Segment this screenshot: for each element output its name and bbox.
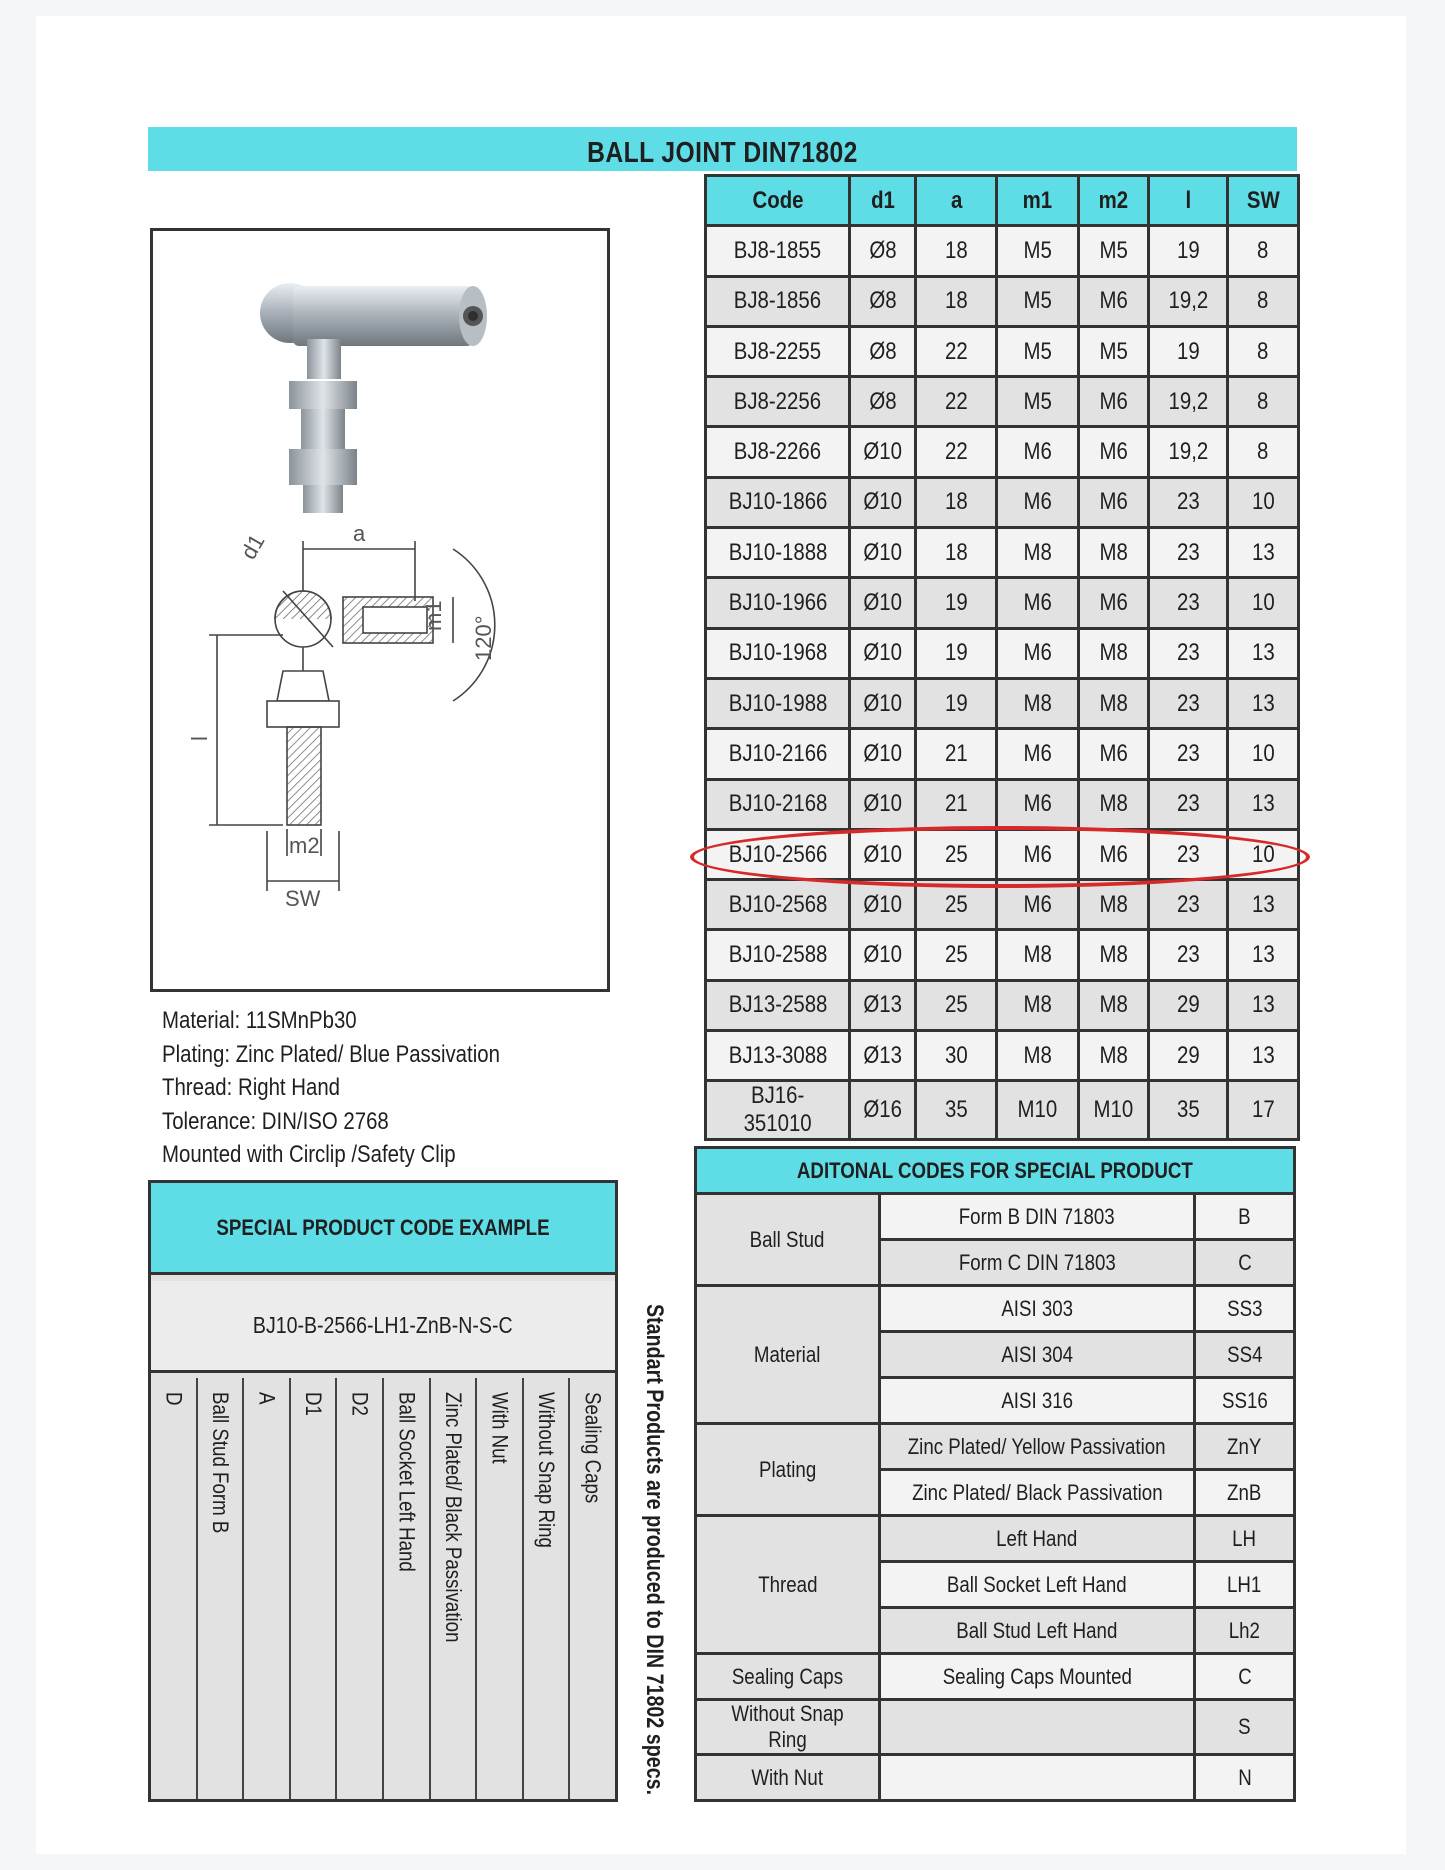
code-description: Ball Stud Left Hand <box>880 1608 1195 1654</box>
spec-mounting: Mounted with Circlip /Safety Clip <box>162 1141 456 1168</box>
table-cell: 19 <box>1148 226 1228 276</box>
table-cell: M6 <box>1078 578 1148 628</box>
table-cell: 23 <box>1148 528 1228 578</box>
table-cell: 23 <box>1148 779 1228 829</box>
table-cell: M6 <box>997 578 1079 628</box>
code-segment-label: Ball Socket Left Hand <box>394 1392 420 1572</box>
table-row <box>706 276 1299 326</box>
additional-code-row <box>696 1516 1295 1562</box>
code-value: SS4 <box>1195 1332 1295 1378</box>
table-cell: Ø8 <box>850 276 916 326</box>
table-cell: M8 <box>1078 880 1148 930</box>
page-title: BALL JOINT DIN71802 <box>587 137 858 169</box>
standard-note: Standart Products are produced to DIN 71802 specs. <box>641 1304 668 1796</box>
angle-label: 120° <box>471 615 496 661</box>
table-cell: 23 <box>1148 477 1228 527</box>
table-cell: 8 <box>1228 427 1299 477</box>
table-cell: M6 <box>997 477 1079 527</box>
code-category: Sealing Caps <box>696 1654 880 1700</box>
table-cell: M8 <box>997 678 1079 728</box>
table-header-row <box>706 176 1299 226</box>
table-cell: 19 <box>916 578 997 628</box>
special-code-example: BJ10-B-2566-LH1-ZnB-N-S-C <box>151 1281 615 1373</box>
table-cell: BJ13-3088 <box>706 1031 850 1081</box>
table-cell: 13 <box>1228 678 1299 728</box>
code-description: AISI 316 <box>880 1378 1195 1424</box>
table-cell: BJ16-351010 <box>706 1081 850 1140</box>
code-description <box>880 1755 1195 1801</box>
table-cell: 10 <box>1228 578 1299 628</box>
table-row <box>706 1031 1299 1081</box>
code-description: Sealing Caps Mounted <box>880 1654 1195 1700</box>
table-cell: M6 <box>1078 829 1148 879</box>
table-cell: M8 <box>997 930 1079 980</box>
code-description: AISI 303 <box>880 1286 1195 1332</box>
table-cell: Ø10 <box>850 729 916 779</box>
table-row <box>706 427 1299 477</box>
table-cell: 13 <box>1228 628 1299 678</box>
table-cell: M6 <box>1078 477 1148 527</box>
additional-code-row <box>696 1194 1295 1240</box>
code-category: With Nut <box>696 1755 880 1801</box>
table-cell: 35 <box>916 1081 997 1140</box>
table-cell: 13 <box>1228 880 1299 930</box>
table-cell: 8 <box>1228 226 1299 276</box>
code-value: LH1 <box>1195 1562 1295 1608</box>
table-cell: BJ10-2566 <box>706 829 850 879</box>
table-cell: 18 <box>916 528 997 578</box>
table-cell: 13 <box>1228 779 1299 829</box>
material-specs <box>162 1004 560 1172</box>
table-cell: BJ8-2256 <box>706 377 850 427</box>
table-cell: BJ10-1866 <box>706 477 850 527</box>
code-segment-label: D <box>161 1392 187 1406</box>
col-header: m1 <box>997 176 1079 226</box>
code-category: Plating <box>696 1424 880 1516</box>
table-cell: M8 <box>1078 628 1148 678</box>
technical-drawing <box>209 541 495 891</box>
spec-tolerance: Tolerance: DIN/ISO 2768 <box>162 1107 389 1135</box>
table-row <box>706 930 1299 980</box>
code-value: S <box>1195 1700 1295 1755</box>
table-cell: M5 <box>1078 226 1148 276</box>
table-cell: 30 <box>916 1031 997 1081</box>
additional-code-row <box>696 1700 1295 1755</box>
table-cell: BJ10-2588 <box>706 930 850 980</box>
code-category: Ball Stud <box>696 1194 880 1286</box>
table-cell: 13 <box>1228 528 1299 578</box>
table-cell: 8 <box>1228 326 1299 376</box>
table-cell: M6 <box>1078 427 1148 477</box>
table-cell: M6 <box>1078 729 1148 779</box>
table-cell: BJ8-2266 <box>706 427 850 477</box>
table-cell: M5 <box>997 326 1079 376</box>
col-header: SW <box>1228 176 1299 226</box>
spec-thread: Thread: Right Hand <box>162 1074 341 1101</box>
dim-l-label: l <box>187 736 212 741</box>
table-cell: BJ10-1888 <box>706 528 850 578</box>
table-cell: 13 <box>1228 1031 1299 1081</box>
table-cell: 19,2 <box>1148 377 1228 427</box>
table-cell: 23 <box>1148 930 1228 980</box>
col-header: a <box>916 176 997 226</box>
table-cell: 25 <box>916 980 997 1030</box>
additional-codes-table <box>694 1146 1296 1802</box>
table-cell: M8 <box>1078 779 1148 829</box>
drawing-panel <box>150 228 610 992</box>
table-cell: 18 <box>916 276 997 326</box>
table-cell: 18 <box>916 226 997 276</box>
table-cell: 22 <box>916 377 997 427</box>
table-cell: 22 <box>916 427 997 477</box>
table-cell: M8 <box>1078 930 1148 980</box>
table-row <box>706 729 1299 779</box>
code-value: SS16 <box>1195 1378 1295 1424</box>
special-code-heading: SPECIAL PRODUCT CODE EXAMPLE <box>151 1183 615 1275</box>
code-segment-label: With Nut <box>487 1392 513 1464</box>
table-cell: BJ10-1968 <box>706 628 850 678</box>
table-cell: Ø8 <box>850 226 916 276</box>
table-cell: M8 <box>997 1031 1079 1081</box>
table-cell: 29 <box>1148 1031 1228 1081</box>
table-cell: M5 <box>997 226 1079 276</box>
additional-codes-header <box>696 1148 1295 1194</box>
code-segment <box>429 1378 476 1799</box>
code-segment <box>151 1378 196 1799</box>
table-cell: 8 <box>1228 377 1299 427</box>
table-cell: Ø13 <box>850 980 916 1030</box>
table-cell: M5 <box>997 276 1079 326</box>
product-render <box>260 283 487 513</box>
table-cell: 18 <box>916 477 997 527</box>
col-header: Code <box>706 176 850 226</box>
table-cell: BJ8-1856 <box>706 276 850 326</box>
table-cell: 25 <box>916 880 997 930</box>
table-cell: BJ10-1966 <box>706 578 850 628</box>
table-row <box>706 326 1299 376</box>
table-cell: 23 <box>1148 628 1228 678</box>
table-row <box>706 1081 1299 1140</box>
table-cell: Ø10 <box>850 427 916 477</box>
table-cell: Ø10 <box>850 628 916 678</box>
table-cell: M10 <box>1078 1081 1148 1140</box>
code-category: Without Snap Ring <box>696 1700 880 1755</box>
spec-plating: Plating: Zinc Plated/ Blue Passivation <box>162 1040 500 1068</box>
table-cell: 19 <box>916 678 997 728</box>
title-bar <box>148 127 1297 171</box>
table-cell: 10 <box>1228 729 1299 779</box>
code-description: Ball Socket Left Hand <box>880 1562 1195 1608</box>
table-cell: Ø10 <box>850 829 916 879</box>
table-cell: 19 <box>916 628 997 678</box>
code-segment <box>196 1378 243 1799</box>
code-description: Left Hand <box>880 1516 1195 1562</box>
dimension-table <box>704 174 1300 1141</box>
code-segment-label: Sealing Caps <box>580 1392 606 1504</box>
dim-d1-label: d1 <box>235 529 270 564</box>
table-cell: Ø10 <box>850 528 916 578</box>
table-cell: 25 <box>916 829 997 879</box>
table-cell: 22 <box>916 326 997 376</box>
table-cell: M8 <box>997 528 1079 578</box>
code-segment-label: A <box>254 1392 280 1405</box>
additional-code-row <box>696 1654 1295 1700</box>
code-value: C <box>1195 1654 1295 1700</box>
code-category: Thread <box>696 1516 880 1654</box>
table-cell: 21 <box>916 779 997 829</box>
table-row <box>706 226 1299 276</box>
dim-sw-label: SW <box>285 886 321 911</box>
table-cell: 13 <box>1228 980 1299 1030</box>
table-cell: 21 <box>916 729 997 779</box>
table-cell: 29 <box>1148 980 1228 1030</box>
table-row <box>706 980 1299 1030</box>
code-value: ZnB <box>1195 1470 1295 1516</box>
table-row <box>706 678 1299 728</box>
table-cell: 23 <box>1148 729 1228 779</box>
special-code-panel <box>148 1180 618 1802</box>
table-cell: 10 <box>1228 829 1299 879</box>
table-cell: BJ8-2255 <box>706 326 850 376</box>
table-cell: M6 <box>1078 377 1148 427</box>
dim-m1-label: m1 <box>421 600 446 631</box>
code-segment <box>335 1378 382 1799</box>
table-cell: M8 <box>1078 528 1148 578</box>
table-cell: M6 <box>997 427 1079 477</box>
table-cell: Ø10 <box>850 880 916 930</box>
table-cell: Ø10 <box>850 477 916 527</box>
table-cell: M8 <box>1078 1031 1148 1081</box>
code-value: C <box>1195 1240 1295 1286</box>
table-cell: 10 <box>1228 477 1299 527</box>
table-cell: BJ13-2588 <box>706 980 850 1030</box>
code-segment-label: Ball Stud Form B <box>207 1392 233 1534</box>
code-category: Material <box>696 1286 880 1424</box>
table-cell: M6 <box>997 729 1079 779</box>
table-row <box>706 779 1299 829</box>
code-segment <box>242 1378 289 1799</box>
table-cell: Ø8 <box>850 326 916 376</box>
code-value: Lh2 <box>1195 1608 1295 1654</box>
table-row <box>706 578 1299 628</box>
table-cell: BJ10-2168 <box>706 779 850 829</box>
table-cell: M6 <box>997 880 1079 930</box>
table-cell: 23 <box>1148 578 1228 628</box>
table-cell: 25 <box>916 930 997 980</box>
code-value: B <box>1195 1194 1295 1240</box>
code-segment <box>522 1378 569 1799</box>
table-cell: Ø10 <box>850 678 916 728</box>
table-cell: Ø10 <box>850 578 916 628</box>
additional-code-row <box>696 1286 1295 1332</box>
code-value: ZnY <box>1195 1424 1295 1470</box>
table-cell: M6 <box>997 628 1079 678</box>
table-cell: BJ10-2568 <box>706 880 850 930</box>
dim-m2-label: m2 <box>289 833 320 858</box>
code-description: Zinc Plated/ Black Passivation <box>880 1470 1195 1516</box>
additional-codes-heading: ADITONAL CODES FOR SPECIAL PRODUCT <box>696 1148 1295 1194</box>
table-cell: Ø13 <box>850 1031 916 1081</box>
code-segment-label: Without Snap Ring <box>534 1392 560 1548</box>
code-breakdown <box>151 1378 615 1799</box>
table-cell: M10 <box>997 1081 1079 1140</box>
table-cell: Ø8 <box>850 377 916 427</box>
table-cell: BJ8-1855 <box>706 226 850 276</box>
table-cell: 23 <box>1148 678 1228 728</box>
table-cell: 17 <box>1228 1081 1299 1140</box>
ball-joint-drawing <box>153 231 607 989</box>
code-description: Form C DIN 71803 <box>880 1240 1195 1286</box>
table-cell: 23 <box>1148 880 1228 930</box>
spec-material: Material: 11SMnPb30 <box>162 1007 357 1034</box>
table-row <box>706 628 1299 678</box>
table-cell: 19,2 <box>1148 276 1228 326</box>
table-cell: M6 <box>1078 276 1148 326</box>
code-description: Form B DIN 71803 <box>880 1194 1195 1240</box>
table-cell: M8 <box>1078 678 1148 728</box>
table-cell: Ø16 <box>850 1081 916 1140</box>
table-cell: 19 <box>1148 326 1228 376</box>
table-cell: 19,2 <box>1148 427 1228 477</box>
table-cell: M6 <box>997 829 1079 879</box>
code-segment <box>382 1378 429 1799</box>
code-segment-label: D2 <box>347 1392 373 1416</box>
code-segment-label: Zinc Plated/ Black Passivation <box>440 1392 466 1643</box>
code-segment <box>568 1378 615 1799</box>
col-header: m2 <box>1078 176 1148 226</box>
table-cell: M5 <box>997 377 1079 427</box>
code-segment <box>475 1378 522 1799</box>
table-cell: 13 <box>1228 930 1299 980</box>
col-header: d1 <box>850 176 916 226</box>
table-cell: M6 <box>997 779 1079 829</box>
table-cell: Ø10 <box>850 930 916 980</box>
code-value: N <box>1195 1755 1295 1801</box>
col-header: l <box>1148 176 1228 226</box>
table-cell: M8 <box>1078 980 1148 1030</box>
additional-code-row <box>696 1755 1295 1801</box>
table-cell: M8 <box>997 980 1079 1030</box>
code-description <box>880 1700 1195 1755</box>
table-row <box>706 477 1299 527</box>
code-segment <box>289 1378 336 1799</box>
code-description: AISI 304 <box>880 1332 1195 1378</box>
code-value: SS3 <box>1195 1286 1295 1332</box>
table-cell: M5 <box>1078 326 1148 376</box>
table-cell: Ø10 <box>850 779 916 829</box>
code-value: LH <box>1195 1516 1295 1562</box>
table-cell: BJ10-2166 <box>706 729 850 779</box>
highlight-ring <box>690 826 1310 888</box>
table-cell: 23 <box>1148 829 1228 879</box>
table-cell: BJ10-1988 <box>706 678 850 728</box>
code-description: Zinc Plated/ Yellow Passivation <box>880 1424 1195 1470</box>
table-cell: 35 <box>1148 1081 1228 1140</box>
table-row <box>706 377 1299 427</box>
additional-code-row <box>696 1424 1295 1470</box>
code-segment-label: D1 <box>301 1392 327 1416</box>
dim-a-label: a <box>353 521 366 546</box>
table-cell: 8 <box>1228 276 1299 326</box>
table-row <box>706 528 1299 578</box>
